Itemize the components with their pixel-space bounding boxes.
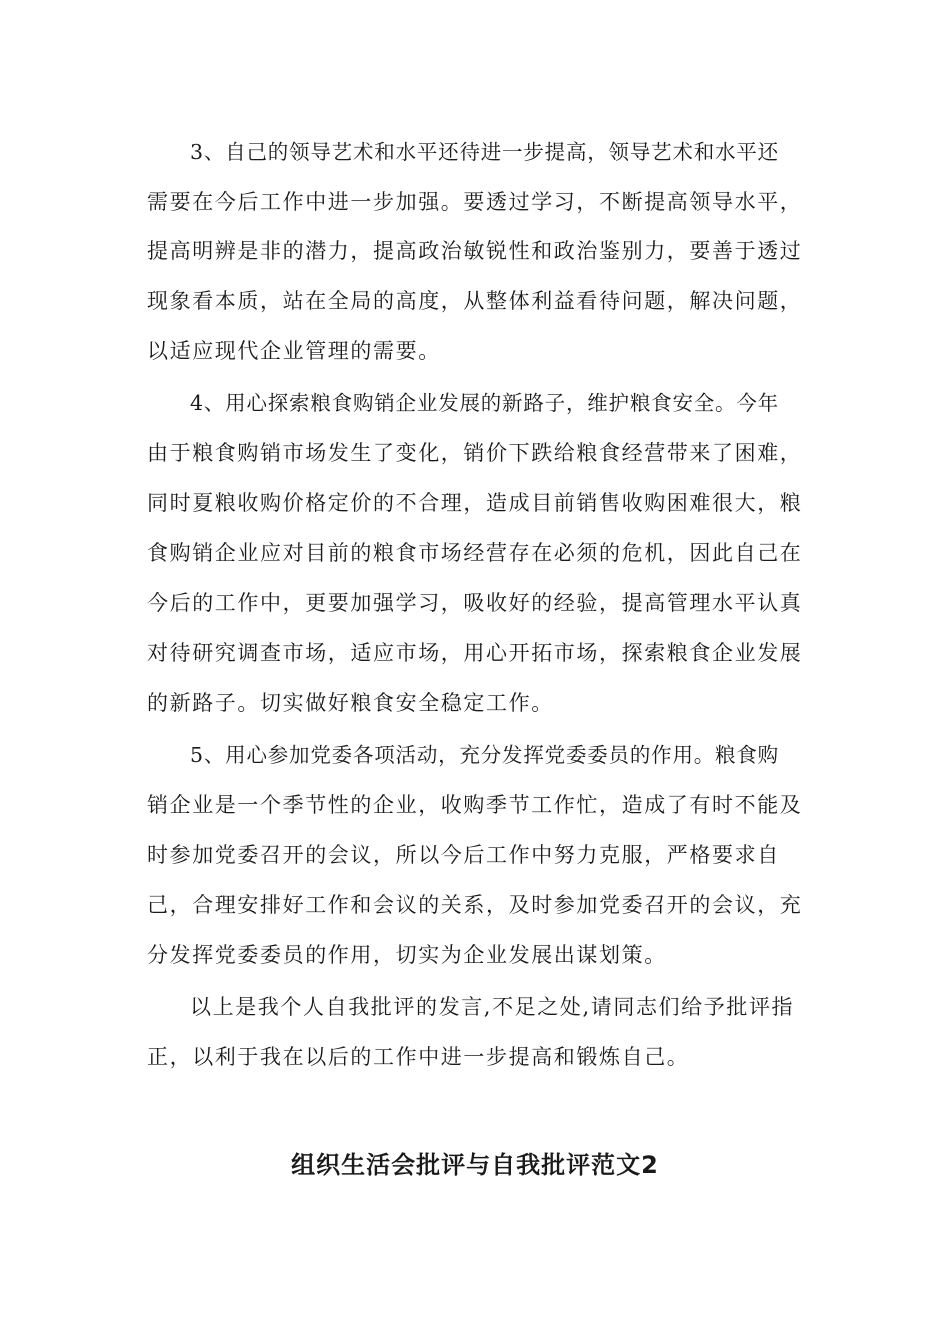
paragraph-3-line-3: 时参加党委召开的会议，所以今后工作中努力克服，严格要求自 bbox=[147, 843, 780, 867]
paragraph-1-line-2: 需要在今后工作中进一步加强。要透过学习，不断提高领导水平， bbox=[147, 190, 803, 214]
paragraph-2-line-3: 同时夏粮收购价格定价的不合理，造成目前销售收购困难很大，粮 bbox=[147, 491, 803, 515]
paragraph-3-line-5: 分发挥党委委员的作用，切实为企业发展出谋划策。 bbox=[147, 943, 667, 967]
paragraph-2-line-7: 的新路子。切实做好粮食安全稳定工作。 bbox=[147, 691, 554, 715]
paragraph-1-line-3: 提高明辨是非的潜力，提高政治敏锐性和政治鉴别力，要善于透过 bbox=[147, 239, 803, 263]
paragraph-1-line-1: 3、自己的领导艺术和水平还待进一步提高，领导艺术和水平还 bbox=[190, 140, 779, 164]
paragraph-2-line-1: 4、用心探索粮食购销企业发展的新路子，维护粮食安全。今年 bbox=[190, 391, 779, 415]
paragraph-2-line-6: 对待研究调查市场，适应市场，用心开拓市场，探索粮食企业发展 bbox=[147, 641, 803, 665]
section-title: 组织生活会批评与自我批评范文2 bbox=[291, 1151, 659, 1179]
paragraph-2-line-4: 食购销企业应对目前的粮食市场经营存在必须的危机，因此自己在 bbox=[147, 541, 803, 565]
paragraph-2-line-5: 今后的工作中，更要加强学习，吸收好的经验，提高管理水平认真 bbox=[147, 591, 803, 615]
paragraph-2-line-2: 由于粮食购销市场发生了变化，销价下跌给粮食经营带来了困难， bbox=[147, 441, 803, 465]
paragraph-1-line-5: 以适应现代企业管理的需要。 bbox=[147, 339, 441, 363]
paragraph-4-line-2: 正，以利于我在以后的工作中进一步提高和锻炼自己。 bbox=[147, 1045, 690, 1069]
paragraph-3-line-1: 5、用心参加党委各项活动，充分发挥党委委员的作用。粮食购 bbox=[190, 743, 779, 767]
paragraph-4-line-1: 以上是我个人自我批评的发言,不足之处,请同志们给予批评指 bbox=[190, 995, 795, 1019]
paragraph-3-line-4: 己，合理安排好工作和会议的关系，及时参加党委召开的会议，充 bbox=[147, 893, 803, 917]
paragraph-1-line-4: 现象看本质，站在全局的高度，从整体利益看待问题，解决问题， bbox=[147, 289, 803, 313]
paragraph-3-line-2: 销企业是一个季节性的企业，收购季节工作忙，造成了有时不能及 bbox=[147, 793, 803, 817]
